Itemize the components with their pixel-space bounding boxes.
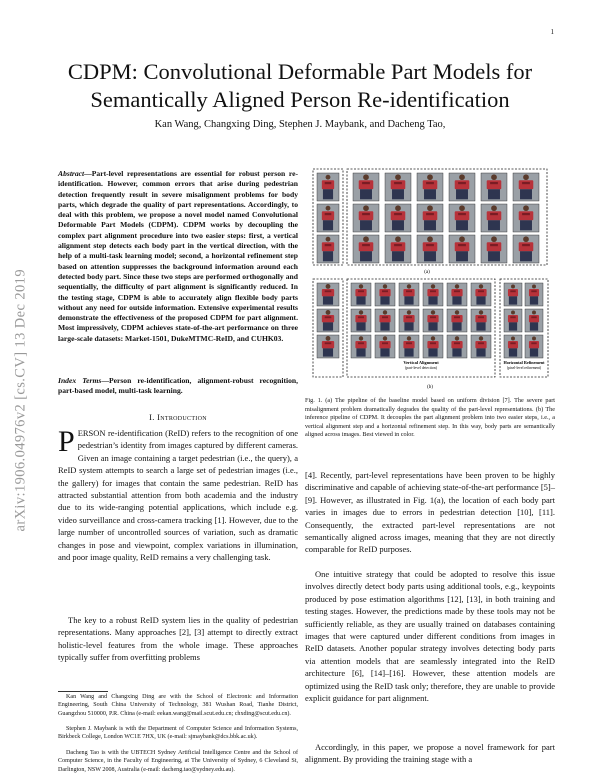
panel-b-aligned-part [423,335,443,358]
panel-a-part-image [449,235,475,263]
figure-1-caption: Fig. 1. (a) The pipeline of the baseline model based on uniform division [7]. The severe part misalignment problem dramatically degrades the quality of the part-level representations. (b) The inference pipeline of CDPM. It decouples the part alignment problem into two easier steps, i.e., a vertical alignment step and a horizontal refinement step. In this way, body parts are semantically aligned across images. Best viewed in color. [305,397,555,439]
panel-a-input-image [317,204,339,232]
panel-b-aligned-part [447,309,467,332]
intro-first-word: ERSON [77,428,106,438]
panel-b-input-image [317,283,339,306]
abstract [58,169,298,344]
horizontal-refinement-label: Horizontal Refinement [503,360,545,365]
paper-title: CDPM: Convolutional Deformable Part Models for Semantically Aligned Person Re-identification [67,59,533,112]
panel-b-aligned-part [375,335,395,358]
arxiv-identifier: arXiv:1906.04976v2 [cs.CV] 13 Dec 2019 [12,269,29,532]
panel-b-aligned-part [423,309,443,332]
abstract-label: Abstract [58,169,85,178]
panel-a-part-image [417,235,443,263]
footnote-affiliation-1: Kan Wang and Changxing Ding are with the School of Electronic and Information Engineering, South China University of Technology, 381 Wushan Road, Tianhe District, Guangzhou 510000, P.R. China (e-mail: eekan.wang@mail.scut.edu.cn; chxding@scut.edu.cn). [58,694,298,717]
index-terms [58,376,298,397]
vertical-alignment-sublabel: (part-level detection) [405,366,437,370]
panel-a-part-image [417,173,443,201]
panel-b-input-image [317,309,339,332]
panel-a-part-image [385,173,411,201]
panel-a-part-image [353,235,379,263]
vertical-alignment-label: Vertical Alignment [403,360,439,365]
index-terms-label: Index Terms [58,376,102,385]
panel-a-part-image [481,173,507,201]
index-terms-text: —Person re-identification, alignment-robust recognition, part-based model, multi-task learning. [58,376,298,396]
figure-panel-a [313,169,547,275]
panel-b-input-image [317,335,339,358]
panel-b-refined-part [525,309,543,332]
figure-panel-b [313,279,548,390]
panel-b-aligned-part [351,335,371,358]
panel-a-input-image [317,173,339,201]
panel-a-part-image [417,204,443,232]
panel-b-aligned-part [471,309,491,332]
panel-b-aligned-part [399,309,419,332]
intro-paragraph-1 [58,427,298,563]
panel-a-input-image [317,235,339,263]
right-column-paragraph-3: Accordingly, in this paper, we propose a novel framework for part alignment. By providing the training stage with a [305,742,555,765]
panel-b-aligned-part [375,283,395,306]
panel-b-refined-part [525,283,543,306]
footnote-rule [58,691,108,692]
panel-a-part-image [353,204,379,232]
right-column-paragraph-1: [4]. Recently, part-level representations have been proven to be highly discriminative and capable of achieving state-of-the-art performance [5]–[9]. However, as illustrated in Fig. 1(a), the location of each body part varies in images due to errors in pedestrian detection [10], [11]. Consequently, the extracted part-level representations are not semantically aligned across images, meaning that they are not directly comparable for ReID purposes. [305,470,555,555]
panel-a-part-image [513,235,539,263]
intro-paragraph-2: The key to a robust ReID system lies in the quality of pedestrian representations. Many approaches [2], [3] attempt to directly extract holistic-level features from the whole image. These approaches typically suffer from overfitting problems [58,615,298,663]
panel-a-part-image [449,204,475,232]
panel-b-refined-part [504,335,522,358]
footnote-affiliation-3: Dacheng Tao is with the UBTECH Sydney Artificial Intelligence Centre and the School of Computer Science, in the Faculty of Engineering, at The University of Sydney, 6 Cleveland St, Darlington, NSW 2008, Australia (e-mail: dacheng.tao@sydney.edu.au). [58,750,298,773]
panel-b-aligned-part [471,283,491,306]
panel-b-refined-part [504,283,522,306]
panel-b-aligned-part [447,283,467,306]
panel-b-aligned-part [399,283,419,306]
panel-a-part-image [513,204,539,232]
author-list: Kan Wang, Changxing Ding, Stephen J. Maybank, and Dacheng Tao, [154,119,446,130]
panel-b-aligned-part [351,283,371,306]
panel-a-part-image [385,204,411,232]
panel-b-refined-part [504,309,522,332]
panel-b-aligned-part [351,309,371,332]
panel-b-aligned-part [471,335,491,358]
panel-a-part-image [481,235,507,263]
panel-a-label: (a) [424,270,430,275]
panel-b-refined-part [525,335,543,358]
panel-a-part-image [353,173,379,201]
drop-cap: P [58,425,75,458]
panel-a-part-image [481,204,507,232]
right-column-paragraph-2: One intuitive strategy that could be adopted to resolve this issue involves directly detect body parts using additional tools, e.g., keypoints produced by pose estimation algorithms [12], [13], in both training and testing stages. However, the predictions made by these tools may not be sufficiently reliable, as they are usually trained on databases containing images that were captured under different conditions from images in ReID datasets. Another popular strategy involves detecting body parts via attention models that are seamlessly integrated into the ReID architecture [6], [14]–[16]. However, these attention models are optimized using the ReID task only; therefore, they are unable to provide explicit guidance for part alignment. [305,569,555,704]
panel-b-aligned-part [399,335,419,358]
figure-1 [305,166,555,394]
panel-b-aligned-part [423,283,443,306]
panel-a-part-image [385,235,411,263]
panel-b-label: (b) [427,385,433,390]
intro-paragraph-1-text: re-identification (ReID) refers to the recognition of one pedestrian’s identity from images captured by different cameras. Given an image containing a target pedestrian (i.e., the query), a ReID system attempts to search a large set of pedestrian images (i.e., the gallery) for images that contain the same pedestrian. ReID has attracted substantial attention from both academia and the industry due to its wide-ranging potential applications, which include e.g. video surveillance and cross-camera tracking [1]. However, due to the large number of uncontrolled sources of variation, such as dramatic changes in pose and viewpoint, complex variations in illumination, and poor image quality, ReID remains a very challenging task. [58,428,298,563]
panel-a-part-image [513,173,539,201]
horizontal-refinement-sublabel: (pixel-level refinement) [506,366,542,370]
page-number: 1 [550,28,554,36]
panel-a-part-image [449,173,475,201]
panel-b-aligned-part [375,309,395,332]
panel-b-aligned-part [447,335,467,358]
footnote-affiliation-2: Stephen J. Maybank is with the Department of Computer Science and Information Systems, Birkbeck College, London WC1E 7HX, UK (e-mail: sjmaybank@dcs.bbk.ac.uk). [58,726,298,741]
section-heading-introduction: I. Introduction [149,412,207,422]
abstract-text: —Part-level representations are essential for robust person re-identification. However, common errors that arise during pedestrian detection frequently result in severe misalignment problems for body parts, which degrade the quality of part representations. Accordingly, to deal with this problem, we propose a novel model named Convolutional Deformable Part Models (CDPM). CDPM works by decoupling the complex part alignment procedure into two easier steps: first, a vertical alignment step detects each body part in the vertical direction, with the help of a multi-task learning model; second, a horizontal refinement step based on attention suppresses the background information around each detected body part. Since these two steps are performed orthogonally and sequentially, the difficulty of part alignment is significantly reduced. In the testing stage, CDPM is able to accurately align flexible body parts without any need for outside information. Extensive experimental results demonstrate the effectiveness of the proposed CDPM for part alignment. Most impressively, CDPM achieves state-of-the-art performance on three large-scale datasets: Market-1501, DukeMTMC-ReID, and CUHK03. [58,169,298,343]
